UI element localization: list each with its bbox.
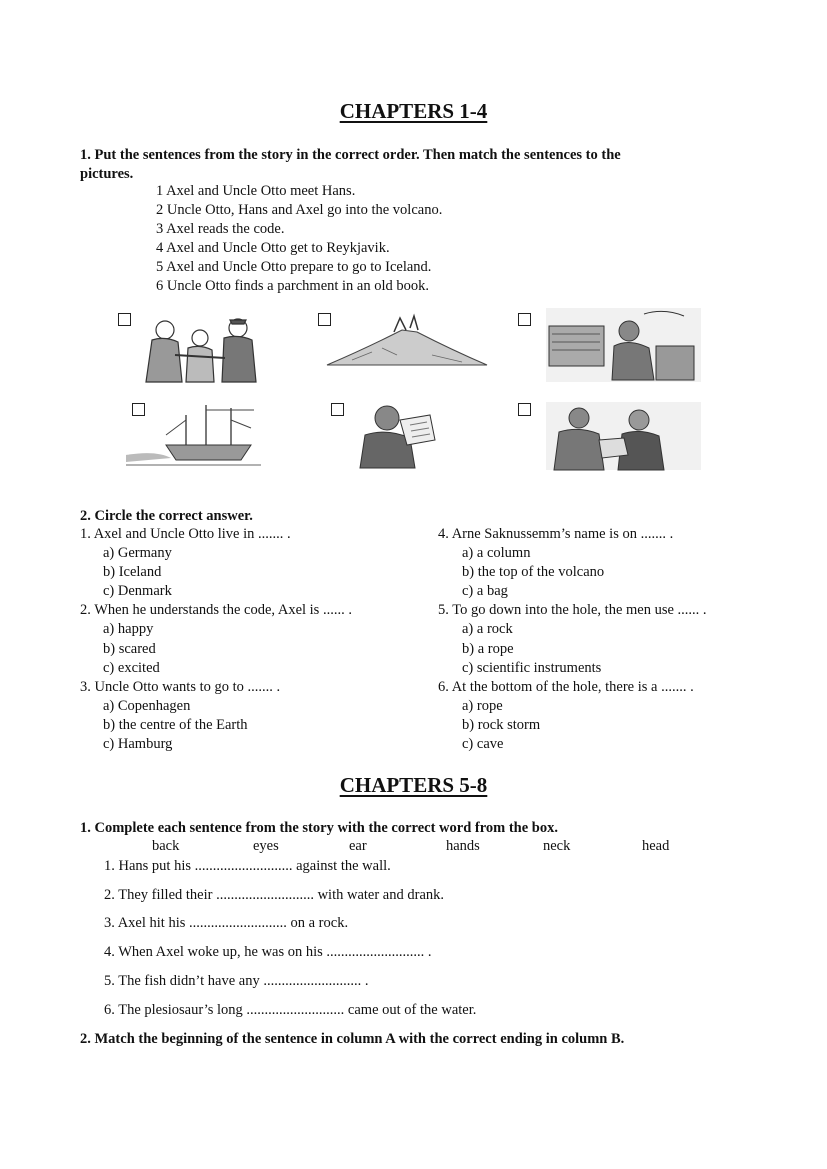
question-3-option-b[interactable]: b) the centre of the Earth [103, 717, 248, 733]
picture-reading-code-illustration [355, 400, 440, 470]
task2-heading: 2. Circle the correct answer. [80, 508, 253, 524]
question-4-option-c[interactable]: c) a bag [462, 583, 508, 599]
question-6-option-b[interactable]: b) rock storm [462, 717, 541, 733]
question-6-option-c[interactable]: c) cave [462, 736, 504, 752]
word-head: head [642, 838, 670, 854]
task1-heading [80, 146, 720, 184]
picture-checkbox-3[interactable] [518, 313, 531, 326]
question-5: 5. To go down into the hole, the men use ...... . [438, 602, 707, 618]
picture-parchment-book-illustration [544, 306, 704, 384]
picture-meeting-hans-illustration [130, 310, 280, 385]
question-1-option-b[interactable]: b) Iceland [103, 564, 162, 580]
word-neck: neck [543, 838, 571, 854]
order-sentence-3: 3 Axel reads the code. [156, 221, 285, 237]
gap-sentence-4: 4. When Axel woke up, he was on his ........................... . [104, 944, 432, 960]
question-2-option-a[interactable]: a) happy [103, 621, 154, 637]
gap-sentence-2: 2. They filled their ........................... with water and drank. [104, 887, 445, 903]
gap-sentence-3: 3. Axel hit his ........................... on a rock. [104, 915, 349, 931]
order-sentence-2: 2 Uncle Otto, Hans and Axel go into the volcano. [156, 202, 443, 218]
question-5-option-c[interactable]: c) scientific instruments [462, 660, 602, 676]
question-2: 2. When he understands the code, Axel is ...... . [80, 602, 352, 618]
gap-sentence-1: 1. Hans put his ........................... against the wall. [104, 858, 391, 874]
question-1: 1. Axel and Uncle Otto live in ....... . [80, 526, 291, 542]
task4-heading: 2. Match the beginning of the sentence in column A with the correct ending in column B. [80, 1031, 625, 1047]
order-sentence-1: 1 Axel and Uncle Otto meet Hans. [156, 183, 356, 199]
question-4-option-a[interactable]: a) a column [462, 545, 531, 561]
question-2-option-c[interactable]: c) excited [103, 660, 160, 676]
question-1-option-a[interactable]: a) Germany [103, 545, 172, 561]
question-6: 6. At the bottom of the hole, there is a ....... . [438, 679, 694, 695]
order-sentence-4: 4 Axel and Uncle Otto get to Reykjavik. [156, 240, 390, 256]
task3-heading: 1. Complete each sentence from the story with the correct word from the box. [80, 820, 558, 836]
order-sentence-5: 5 Axel and Uncle Otto prepare to go to Iceland. [156, 259, 432, 275]
picture-volcano-illustration [322, 310, 492, 370]
chapter-title-1-4: CHAPTERS 1-4 [339, 99, 488, 123]
picture-preparing-trip-illustration [544, 400, 704, 472]
gap-sentence-5: 5. The fish didn’t have any ........................... . [104, 973, 369, 989]
order-sentence-6: 6 Uncle Otto finds a parchment in an old book. [156, 278, 430, 294]
question-1-option-c[interactable]: c) Denmark [103, 583, 172, 599]
picture-checkbox-5[interactable] [331, 403, 344, 416]
question-6-option-a[interactable]: a) rope [462, 698, 503, 714]
question-4-option-b[interactable]: b) the top of the volcano [462, 564, 605, 580]
word-back: back [152, 838, 180, 854]
task1-heading-line2: pictures. [80, 166, 134, 182]
question-5-option-b[interactable]: b) a rope [462, 641, 514, 657]
question-5-option-a[interactable]: a) a rock [462, 621, 513, 637]
picture-ship-harbour-illustration [126, 400, 261, 472]
task1-heading-line1: 1. Put the sentences from the story in the correct order. Then match the sentences to the [80, 147, 621, 163]
gap-sentence-6: 6. The plesiosaur’s long ........................... came out of the water. [104, 1002, 477, 1018]
question-3-option-c[interactable]: c) Hamburg [103, 736, 173, 752]
question-3: 3. Uncle Otto wants to go to ....... . [80, 679, 281, 695]
question-4: 4. Arne Saknussemm’s name is on ....... . [438, 526, 674, 542]
word-eyes: eyes [253, 838, 279, 854]
word-hands: hands [446, 838, 480, 854]
word-ear: ear [349, 838, 367, 854]
chapter-title-5-8: CHAPTERS 5-8 [339, 773, 488, 797]
question-3-option-a[interactable]: a) Copenhagen [103, 698, 191, 714]
picture-checkbox-6[interactable] [518, 403, 531, 416]
question-2-option-b[interactable]: b) scared [103, 641, 156, 657]
